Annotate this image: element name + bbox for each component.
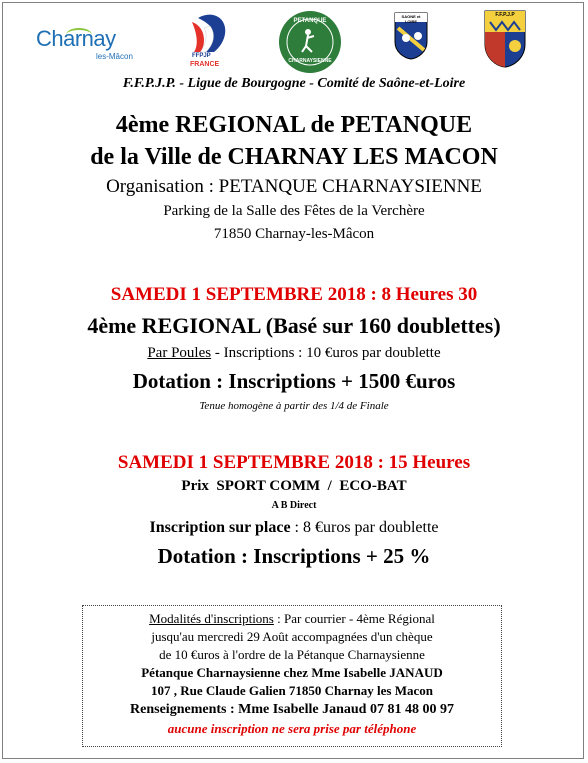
address-line-1: Parking de la Salle des Fêtes de la Verchère xyxy=(163,203,425,219)
ffpjp-bourgogne-shield-logo xyxy=(484,10,526,68)
modalites-line-2: jusqu'au mercredi 29 Août accompagnées d'un chèque xyxy=(151,629,433,644)
charnay-logo xyxy=(36,26,146,72)
modalites-box xyxy=(82,605,502,747)
event1-date: SAMEDI 1 SEPTEMBRE 2018 : 8 Heures 30 xyxy=(110,284,478,305)
event1-note: Tenue homogène à partir des 1/4 de Finale xyxy=(199,400,389,412)
event1-name: 4ème REGIONAL (Basé sur 160 doublettes) xyxy=(87,313,501,338)
coat-of-arms-icon xyxy=(484,10,526,68)
petanque-badge-top: PETANQUE xyxy=(293,18,327,24)
event2-sponsor: A B Direct xyxy=(271,500,317,511)
modalites-line-5: 107 , Rue Claude Galien 71850 Charnay les Macon xyxy=(150,683,434,698)
event1-format xyxy=(0,345,588,362)
ffpjp-rooster-logo xyxy=(184,12,236,72)
event1-dotation: Dotation : Inscriptions + 1500 €uros xyxy=(132,369,456,393)
petanque-badge-bottom: CHARNAYSIENNE xyxy=(288,58,332,64)
charnay-logo-sub: les-Mâcon xyxy=(96,52,133,61)
modalites-line-1 xyxy=(83,611,501,627)
event1-format-link: Par Poules xyxy=(147,345,212,361)
title-line-2: de la Ville de CHARNAY LES MACON xyxy=(90,144,498,170)
event2-inscription-rest: : 8 €uros par doublette xyxy=(290,519,439,536)
modalites-label: Modalités d'inscriptions xyxy=(149,611,274,626)
event2-inscription-bold: Inscription sur place xyxy=(149,519,291,536)
modalites-line-1-rest: : Par courrier - 4ème Régional xyxy=(273,611,435,626)
ffpjp-france-text: FRANCE xyxy=(190,61,220,68)
event2-prize: Prix SPORT COMM / ECO-BAT xyxy=(181,478,407,494)
event2-date: SAMEDI 1 SEPTEMBRE 2018 : 15 Heures xyxy=(117,452,471,473)
charnay-logo-word: Charnay xyxy=(36,26,116,51)
organisation: Organisation : PETANQUE CHARNAYSIENNE xyxy=(106,176,482,197)
saone-loire-text: SAONE et LOIRE xyxy=(401,14,421,24)
address-line-2: 71850 Charnay-les-Mâcon xyxy=(213,226,375,242)
title-line-1: 4ème REGIONAL de PETANQUE xyxy=(115,112,473,138)
modalites-line-6: Renseignements : Mme Isabelle Janaud 07 81 48 00 97 xyxy=(130,702,454,717)
ffpjp-small-text: FFPJP xyxy=(192,53,211,59)
petanque-charnaysienne-logo xyxy=(278,10,342,74)
saone-et-loire-shield-logo xyxy=(394,12,428,60)
modalites-line-7: aucune inscription ne sera prise par téléphone xyxy=(167,721,417,736)
event2-dotation: Dotation : Inscriptions + 25 % xyxy=(157,544,431,568)
modalites-line-4: Pétanque Charnaysienne chez Mme Isabelle JANAUD xyxy=(141,665,443,680)
modalites-line-3: de 10 €uros à l'ordre de la Pétanque Charnaysienne xyxy=(159,647,425,662)
charnay-swoosh-icon xyxy=(66,28,92,42)
ffpjp-shield-text: F.F.P.J.P xyxy=(495,12,515,18)
event1-format-rest: - Inscriptions : 10 €uros par doublette xyxy=(211,345,441,361)
event2-inscription xyxy=(0,519,588,537)
federation-header: F.F.P.J.P. - Ligue de Bourgogne - Comité de Saône-et-Loire xyxy=(122,76,466,91)
